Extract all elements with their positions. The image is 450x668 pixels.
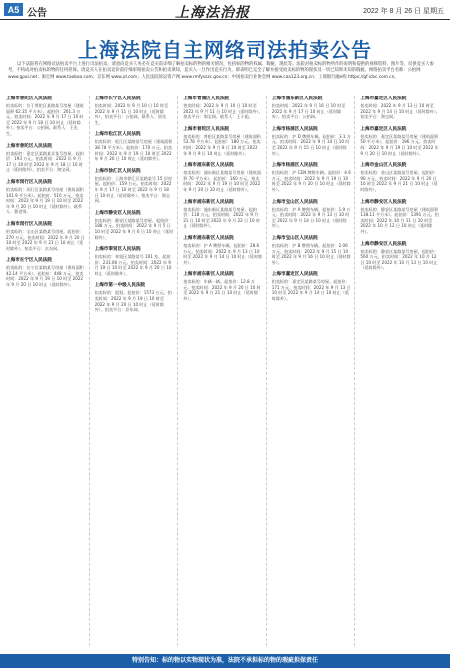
court-name: 上海市宝山区人民法院 <box>271 199 318 205</box>
auction-details: 拍卖标的：沪 CEN 牌照车辆。起拍价：4.6 万元。拍卖时间：2022 年 9 月 19 日 10 时至 2022 年 9 月 20 日 10 时止（延时除外）。 <box>271 170 351 192</box>
court-name: 上海市浦东新区人民法院 <box>183 163 234 169</box>
auction-details: 拍卖标的：普陀区某路某号房屋（建筑面积 53.76 平方米）。起拍价：180 万元。拍卖时间：2022 年 9 月 8 日 10 时至 2022 年 9 月 9 日 10 时止（延时除外）。 <box>183 133 261 156</box>
auction-listings <box>6 96 444 646</box>
auction-details: 拍卖标的：沪 B 牌照车辆。起拍价：2.06 万元。拍卖时间：2022 年 9 月 15 日 10 时至 2022 年 9 月 16 日 10 时止（延时除外）。 <box>271 242 351 265</box>
auction-details: 拍卖标的：奉贤区某路某号 101 室。起拍价：233.06 万元。拍卖时间：2022 年 9 月 19 日 10 时至 2022 年 9 月 20 日 10 时止（延时除外）。 <box>94 254 172 276</box>
court-name: 上海市长宁区人民法院 <box>94 96 141 101</box>
section-label: 公告 <box>27 8 47 19</box>
auction-entry <box>272 127 352 156</box>
court-name: 上海市浦东新区人民法院 <box>183 199 234 205</box>
auction-entry <box>6 258 86 287</box>
auction-entry <box>272 96 352 120</box>
court-name: 上海市嘉定区人民法院 <box>360 126 407 132</box>
listing-column <box>183 96 267 646</box>
auction-entry <box>95 96 175 125</box>
court-name: 上海市长宁区人民法院 <box>6 258 52 264</box>
listing-column <box>272 96 356 646</box>
auction-entry <box>272 200 352 229</box>
auction-entry <box>6 222 86 251</box>
court-name: 上海市普陀区人民法院 <box>6 96 52 101</box>
court-name: 上海市闵行区人民法院 <box>6 179 52 185</box>
court-name: 上海市普陀区人民法院 <box>6 143 52 149</box>
listing-column <box>6 96 90 646</box>
auction-details: 拍卖标的：浦东新区某路某号房屋（建筑面积 70 平方米）。起拍价：160 万元。拍卖时间：2022 年 9 月 19 日 10 时至 2022 年 9 月 20 日 10 时止（延时除外）。 <box>183 170 261 192</box>
auction-entry <box>95 132 175 161</box>
auction-entry <box>183 272 263 301</box>
court-name: 上海市第一中级人民法院 <box>94 283 146 289</box>
court-name: 上海市浦东新区人民法院 <box>183 235 234 241</box>
intro-paragraph: 以下法院将在网络司法拍卖平台上进行司法拍卖，请意向竞买人务必在竞买前详细了解拍卖标的物的相关情况，包括标的物的权属、瑕疵、现状等。法院对拍卖标的物所作的说明和提供的视频资料、图片等，仅供竞买人参考，不构成对拍卖标的物的任何担保。请竞买人在拍卖竞价前仔细审阅拍卖公告和拍卖须知，竞买人一旦作出竞买行为，即表明已完全了解并接受拍卖标的物的现状及一切已知和未知的瑕疵。网络拍卖平台名称：公拍网 www.gpai.net；淘宝网 www.taobao.com；京东网 www.jd.com；人民法院诉讼资产网 www.rmfysszc.gov.cn；中国拍卖行业协会网 www.caa123.org.cn；工商银行融e购 https://gf.icbc.com.cn。 <box>8 62 434 80</box>
court-name: 上海市徐汇区人民法院 <box>94 168 141 174</box>
newspaper-name: 上海法治报 <box>175 5 250 21</box>
auction-details: 拍卖标的：沪 A 牌照车辆。起拍价：1.9 万元。拍卖时间：2022 年 9 月 13 日 10 时至 2022 年 9 月 14 日 10 时止（延时除外）。 <box>271 206 351 229</box>
court-name: 上海市普陀区人民法院 <box>183 126 230 132</box>
court-name: 上海市浦东新区人民法院 <box>271 96 323 101</box>
auction-entry <box>183 200 263 229</box>
court-name: 上海市松江区人民法院 <box>94 132 141 138</box>
issue-date: 2022 年 8 月 26 日 星期五 <box>363 8 444 15</box>
court-name: 上海市青浦区人民法院 <box>183 96 230 101</box>
court-name: 上海市宝山区人民法院 <box>271 235 318 241</box>
auction-details: 拍卖时间：2022 年 9 月 13 日 10 时至 2022 年 9 月 14 日 10 时止（延时除外）。拍卖平台：淘宝网。 <box>360 103 441 120</box>
court-name: 上海市嘉定区人民法院 <box>360 96 407 101</box>
court-name: 上海市杨浦区人民法院 <box>271 126 318 132</box>
auction-entry <box>6 180 86 215</box>
auction-entry <box>360 163 441 192</box>
court-name: 上海市闵行区人民法院 <box>6 221 52 227</box>
auction-entry <box>6 144 86 173</box>
auction-details: 拍卖时间：2022 年 9 月 10 日 10 时至 2022 年 9 月 11 日 10 时止（延时除外）。拍卖平台：公拍网。联系人：屈先生。 <box>94 103 169 125</box>
auction-entry <box>183 163 263 192</box>
auction-details: 拍卖标的：金山区某路某号房屋。起拍价：90 万元。拍卖时间：2022 年 9 月 20 日 10 时至 2022 年 9 月 21 日 10 时止（延时除外）。 <box>360 170 439 192</box>
auction-details: 拍卖标的：松江区某路某号房屋（建筑面积 38.78 平方米）。起拍价：170 万元。拍卖时间：2022 年 9 月 19 日 10 时至 2022 年 9 月 20 日 10 时止（延时除外）。 <box>94 139 173 162</box>
listing-column <box>95 96 179 646</box>
page-badge: A5 <box>4 3 23 16</box>
auction-details: 拍卖标的：车辆一辆。起拍价：12.8 万元。拍卖时间：2022 年 9 月 20 日 10 时至 2022 年 9 月 21 日 10 时止（延时除外）。 <box>183 279 261 302</box>
auction-entry <box>183 96 263 120</box>
auction-entry <box>183 127 263 156</box>
court-name: 上海市杨浦区人民法院 <box>271 163 318 169</box>
auction-entry <box>183 236 263 265</box>
auction-details: 拍卖时间：2022 年 9 月 10 日 10 时至 2022 年 9 月 11 日 10 时止（延时除外）。拍卖平台：淘宝网。联系人：王小姐。 <box>183 103 263 120</box>
auction-details: 拍卖标的：嘉定区某路某弄某号房屋。起拍价：193 万元。拍卖时间：2022 年 9 月 17 日 10 时至 2022 年 9 月 18 日 10 时止（延时除外）。拍卖平台：淘宝网。 <box>6 150 84 173</box>
auction-entry <box>95 169 175 204</box>
auction-details: 拍卖标的：宝山区某路某号房屋。起拍价：270 万元。拍卖时间：2022 年 9 月 20 日 10 时至 2022 年 9 月 21 日 10 时止（延时除外）。拍卖平台：京东网。 <box>6 228 85 251</box>
auction-entry <box>360 242 441 271</box>
auction-entry <box>272 163 352 192</box>
auction-details: 拍卖标的：静安区某路某号房屋。起拍价：188 万元。拍卖时间：2022 年 9 月 5 日 10 时至 2022 年 9 月 6 日 10 时止（延时除外）。 <box>94 217 174 240</box>
court-name: 上海市金山区人民法院 <box>360 163 407 169</box>
auction-entry <box>272 272 352 301</box>
auction-entry <box>360 200 441 235</box>
auction-details: 拍卖标的：沪 A 牌照车辆。起拍价：28.6 万元。拍卖时间：2022 年 9 月 13 日 10 时至 2022 年 9 月 14 日 10 时止（延时除外）。 <box>183 242 263 265</box>
auction-details: 拍卖标的：闵行区某路某号房屋（建筑面积 101.9 平方米）。起拍价：510 万元。拍卖时间：2022 年 9 月 19 日 10 时至 2022 年 9 月 20 日 10 时止（延时除外）。联系人：曹老师。 <box>6 186 84 215</box>
auction-entry <box>95 283 175 312</box>
court-name: 上海市浦东新区人民法院 <box>183 272 234 278</box>
auction-details: 拍卖标的：浦东新区某路某号房屋。起拍价：118 万元。拍卖时间：2022 年 9 月 21 日 10 时至 2022 年 9 月 22 日 10 时止（延时除外）。 <box>183 206 261 229</box>
auction-entry <box>95 247 175 276</box>
auction-details: 拍卖标的：股权。起拍价：1573 万元。拍卖时间：2022 年 9 月 19 日 10 时至 2022 年 9 月 20 日 10 时止（延时除外）。拍卖平台：京东网。 <box>94 290 172 313</box>
auction-details: 拍卖标的：嘉定区某路某号房屋（建筑面积 50 平方米）。起拍价：196 万元。拍卖时间：2022 年 9 月 19 日 10 时至 2022 年 9 月 20 日 10 时止（延时除外）。 <box>360 133 439 156</box>
auction-details: 拍卖标的：静安区某路某号房屋（建筑面积 138.11 平方米）。起拍价：1391 万元。拍卖时间：2022 年 10 月 11 日 10 时至 2022 年 10 月 12 日 10 时止（延时除外）。 <box>360 206 439 234</box>
auction-entry <box>6 96 86 137</box>
page-title: 上海法院自主网络司法拍卖公告 <box>78 38 372 62</box>
court-name: 上海市静安区人民法院 <box>360 199 407 205</box>
court-name: 上海市静安区人民法院 <box>360 241 407 247</box>
auction-entry <box>360 96 441 120</box>
masthead-bar <box>0 0 450 20</box>
auction-details: 拍卖标的：位于普陀区某路某号房屋（建筑面积 62.35 平方米）。起拍价：261.3 万元。拍卖时间：2022 年 9 月 17 日 10 时至 2022 年 9 月 18 日 10 时止（延时除外）。拍卖平台：公拍网。联系人：王先生。 <box>6 103 84 136</box>
court-name: 上海市嘉定区人民法院 <box>271 272 318 278</box>
auction-entry <box>360 127 441 156</box>
auction-details: 拍卖标的：嘉定区某路某号房屋。起拍价：171 万元。拍卖时间：2022 年 9 月 13 日 10 时至 2022 年 9 月 14 日 10 时止（延时除外）。 <box>271 279 351 302</box>
auction-details: 拍卖标的：长宁区某路某号房屋（建筑面积 42.14 平方米）。起拍价：448 万元。拍卖时间：2022 年 9 月 19 日 10 时至 2022 年 9 月 20 日 10 时止（延时除外）。 <box>6 265 84 288</box>
auction-details: 拍卖标的：静安区某路某号房屋。起拍价：560 万元。拍卖时间：2022 年 10 月 12 日 10 时至 2022 年 10 月 13 日 10 时止（延时除外）。 <box>360 248 439 271</box>
court-name: 上海市静安区人民法院 <box>94 210 141 216</box>
auction-entry <box>272 236 352 265</box>
auction-details: 拍卖标的：上海市徐汇区某路某号 15 层房屋。起拍价：159 万元。拍卖时间：2022 年 9 月 17 日 10 时至 2022 年 9 月 18 日 10 时止（延时除外）。拍卖平台：淘宝网。 <box>94 175 172 204</box>
court-name: 上海市奉贤区人民法院 <box>94 247 141 253</box>
listing-column <box>360 96 444 646</box>
auction-details: 拍卖标的：沪 D 牌照车辆。起拍价：3.1 万元。拍卖时间：2022 年 9 月 14 日 10 时至 2022 年 9 月 15 日 10 时止（延时除外）。 <box>271 133 351 156</box>
footer-notice: 特别告知：标的物以实物现状为准，法院不承担标的物的瑕疵担保责任 <box>0 654 450 668</box>
auction-entry <box>95 211 175 240</box>
auction-details: 拍卖时间：2022 年 9 月 16 日 10 时至 2022 年 9 月 17 日 10 时止（延时除外）。拍卖平台：公拍网。 <box>271 103 346 120</box>
